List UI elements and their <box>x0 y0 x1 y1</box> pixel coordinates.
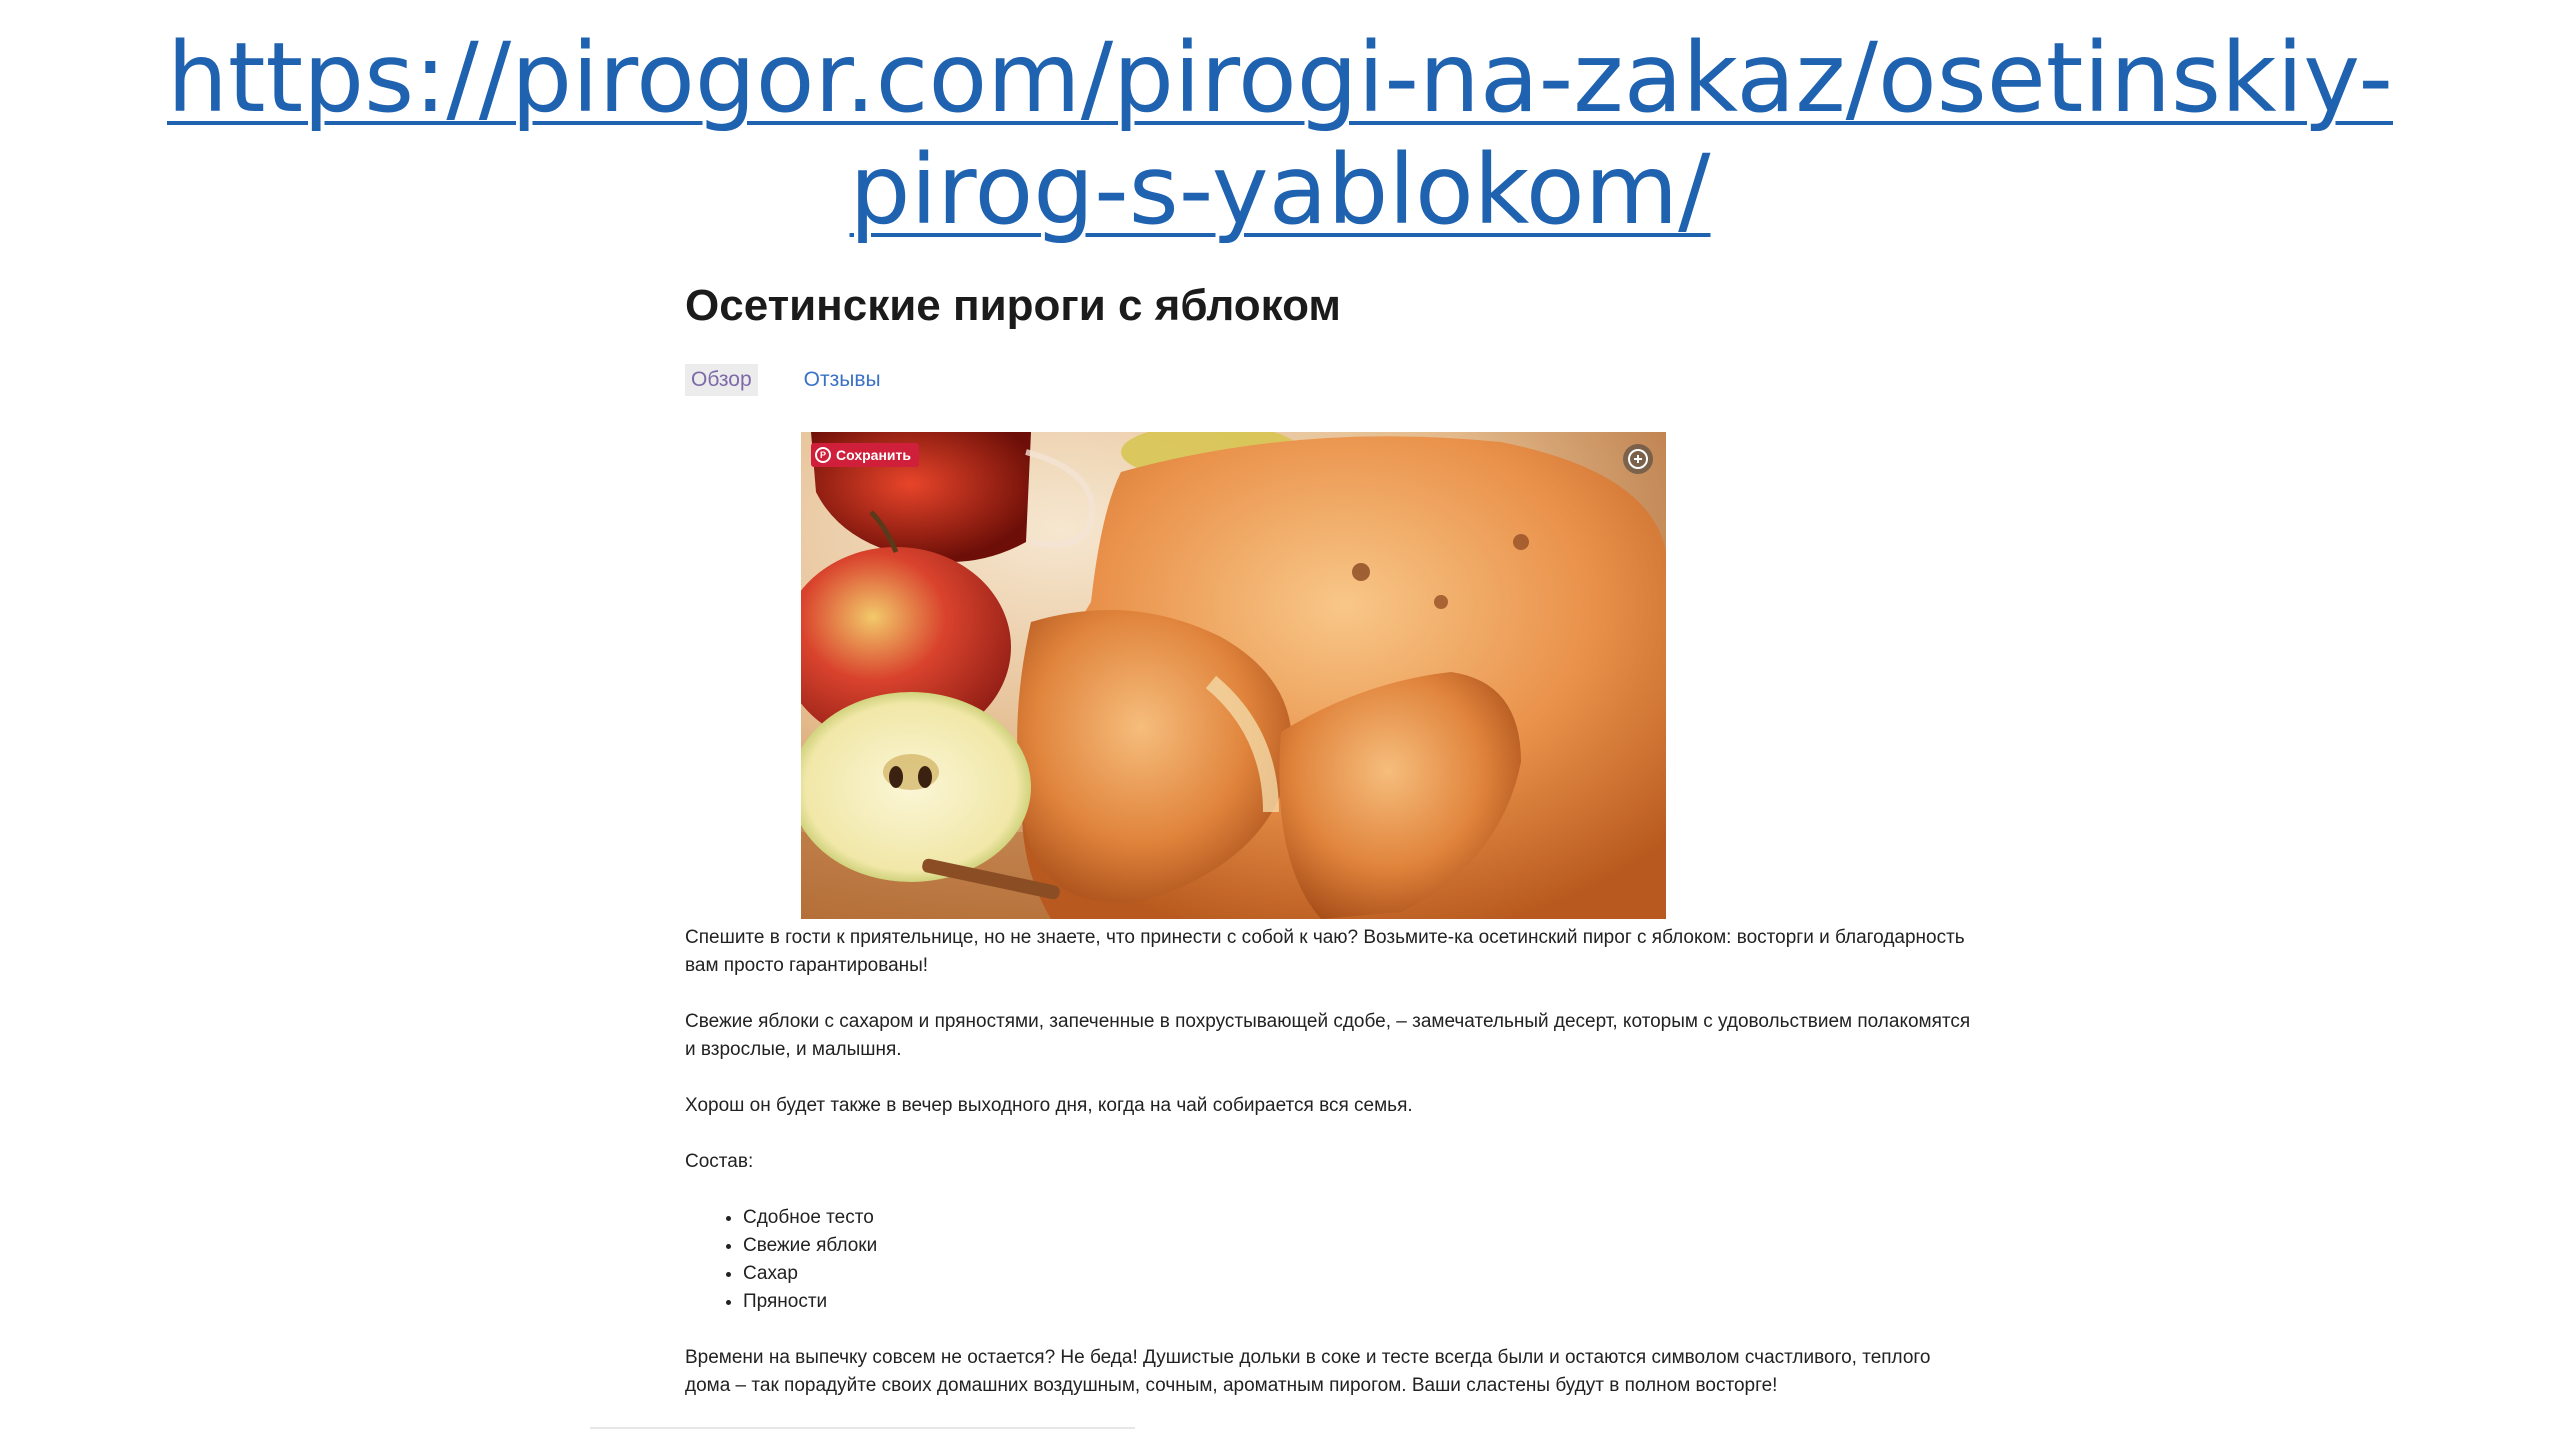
product-description <box>685 924 1975 1428</box>
closing-paragraph: Времени на выпечку совсем не остается? Не беда! Душистые дольки в соке и тесте всегда были и остаются символом счастливого, теплого дома – так порадуйте своих домашних воздушным, сочным, ароматным пирогом. Ваши сластены будут в полном восторге! <box>685 1347 1931 1396</box>
ingredients-label: Состав: <box>685 1151 754 1172</box>
page-url-line-2[interactable]: pirog-s-yablokom/ <box>849 134 1711 246</box>
pinterest-save-button[interactable] <box>811 443 919 467</box>
description-paragraph: Хорош он будет также в вечер выходного дня, когда на чай собирается вся семья. <box>685 1095 1413 1116</box>
tab-reviews[interactable]: Отзывы <box>803 368 881 391</box>
list-item: • Сахар <box>743 1260 1975 1288</box>
divider <box>590 1427 1135 1429</box>
tab-overview[interactable]: Обзор <box>685 364 758 396</box>
page-url-link[interactable] <box>0 22 2560 246</box>
pie-photo <box>801 432 1666 919</box>
page-title: Осетинские пироги с яблоком <box>685 281 1341 330</box>
product-image <box>801 432 1666 919</box>
save-label: Сохранить <box>836 447 911 463</box>
description-paragraph: Свежие яблоки с сахаром и пряностями, запеченные в похрустывающей сдобе, – замечательный десерт, которым с удовольствием полакомятся и взрослые, и малышня. <box>685 1011 1971 1060</box>
page-screenshot <box>590 268 1990 1440</box>
expand-icon[interactable] <box>1623 444 1653 474</box>
ingredients-list <box>685 1204 1975 1316</box>
list-item: • Сдобное тесто <box>743 1204 1975 1232</box>
list-item: • Свежие яблоки <box>743 1232 1975 1260</box>
page-url-line-1[interactable]: https://pirogor.com/pirogi-na-zakaz/osetinskiy- <box>167 22 2393 134</box>
description-paragraph: Спешите в гости к приятельнице, но не знаете, что принести с собой к чаю? Возьмите-ка осетинский пирог с яблоком: восторги и благодарность вам просто гарантированы! <box>685 927 1965 976</box>
expand-glyph <box>1623 444 1653 474</box>
list-item: • Пряности <box>743 1288 1975 1316</box>
pinterest-icon: P <box>815 447 831 463</box>
tabs-bar <box>685 364 887 396</box>
